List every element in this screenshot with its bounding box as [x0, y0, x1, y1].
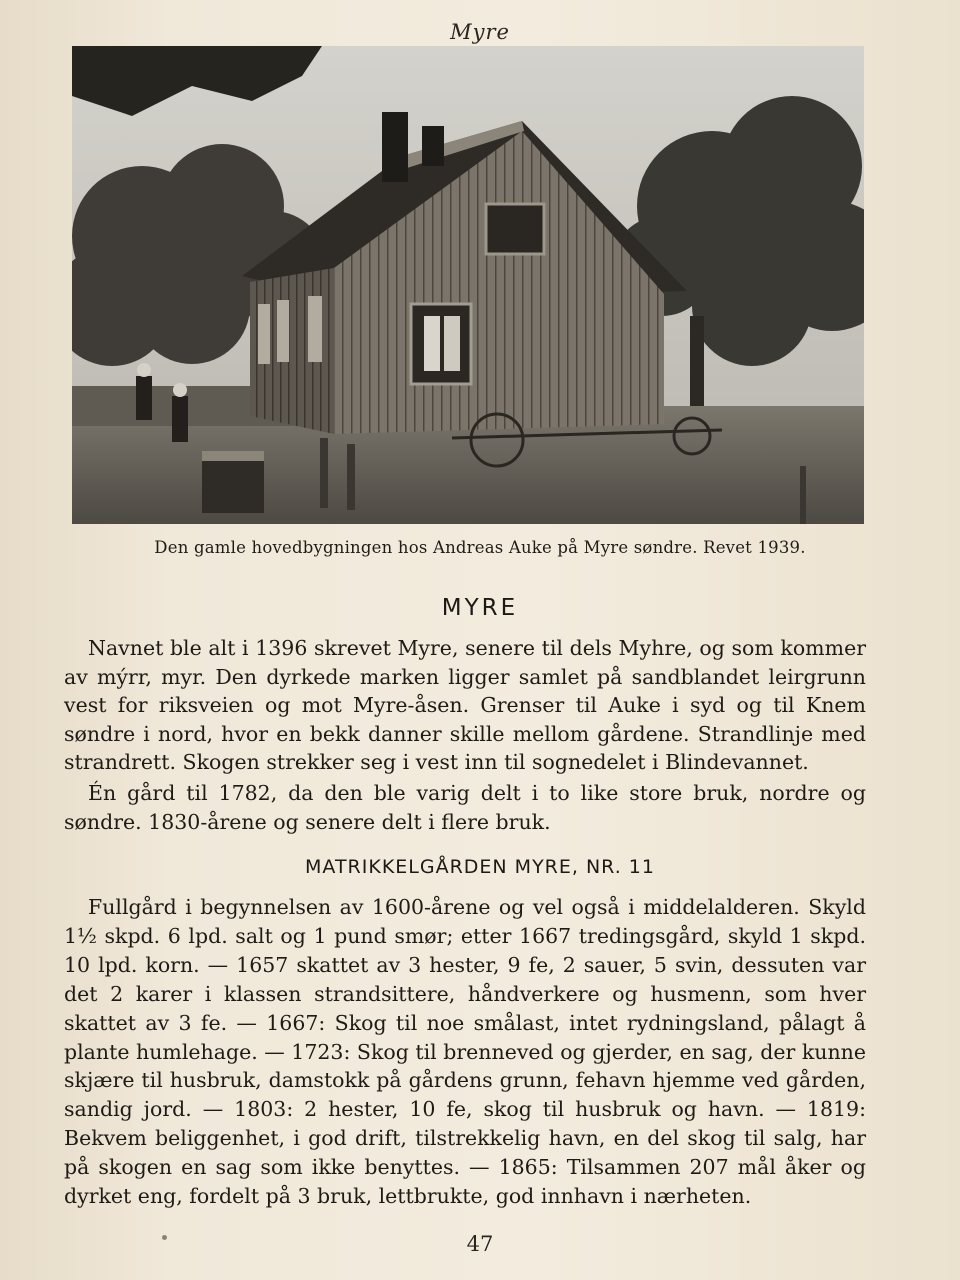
subsection-heading: MATRIKKELGÅRDEN MYRE, NR. 11: [305, 856, 655, 878]
farmhouse-photograph: [72, 46, 864, 524]
body-paragraph: Én gård til 1782, da den ble varig delt i to like store bruk, nordre og søndre. 1830-årene og senere delt i flere bruk.: [64, 781, 866, 834]
body-paragraph: Fullgård i begynnelsen av 1600-årene og vel også i middelalderen. Skyld 1½ skpd. 6 lpd. salt og 1 pund smør; etter 1667 tredingsgård, skyld 1 skpd. 10 lpd. korn. — 1657 skattet av 3 hester, 9 fe, 2 sauer, 5 svin, dessuten var det 2 karer i klassen strandsittere, håndverkere og husmenn, som hver skattet av 3 fe. — 1667: Skog til noe smålast, intet rydningsland, pålagt å plante humlehage. — 1723: Skog til brenneved og gjerder, en sag, der kunne skjære til husbruk, damstokk på gårdens grunn, fehavn hjemme ved gården, sandig jord. — 1803: 2 hester, 10 fe, skog til husbruk og havn. — 1819: Bekvem beliggenhet, i god drift, tilstrekkelig havn, en del skog til salg, har på skogen en sag som ikke benyttes. — 1865: Tilsammen 207 mål åker og dyrket eng, fordelt på 3 bruk, lettbrukte, god innhavn i nærheten.: [64, 895, 866, 1209]
figure-caption: Den gamle hovedbygningen hos Andreas Auke på Myre søndre. Revet 1939.: [154, 538, 806, 557]
running-head: Myre: [450, 20, 510, 44]
section-heading: MYRE: [441, 595, 519, 621]
page-number: 47: [466, 1232, 494, 1256]
body-paragraph: Navnet ble alt i 1396 skrevet Myre, senere til dels Myhre, og som kommer av mýrr, myr. Den dyrkede marken ligger samlet på sandblandet leirgrunn vest for riksveien og mot Myre-åsen. Grenser til Auke i syd og til Knem søndre i nord, hvor en bekk danner skille mellom gårdene. Strandlinje med strandrett. Skogen strekker seg i vest inn til sognedelet i Blindevannet.: [64, 636, 866, 775]
